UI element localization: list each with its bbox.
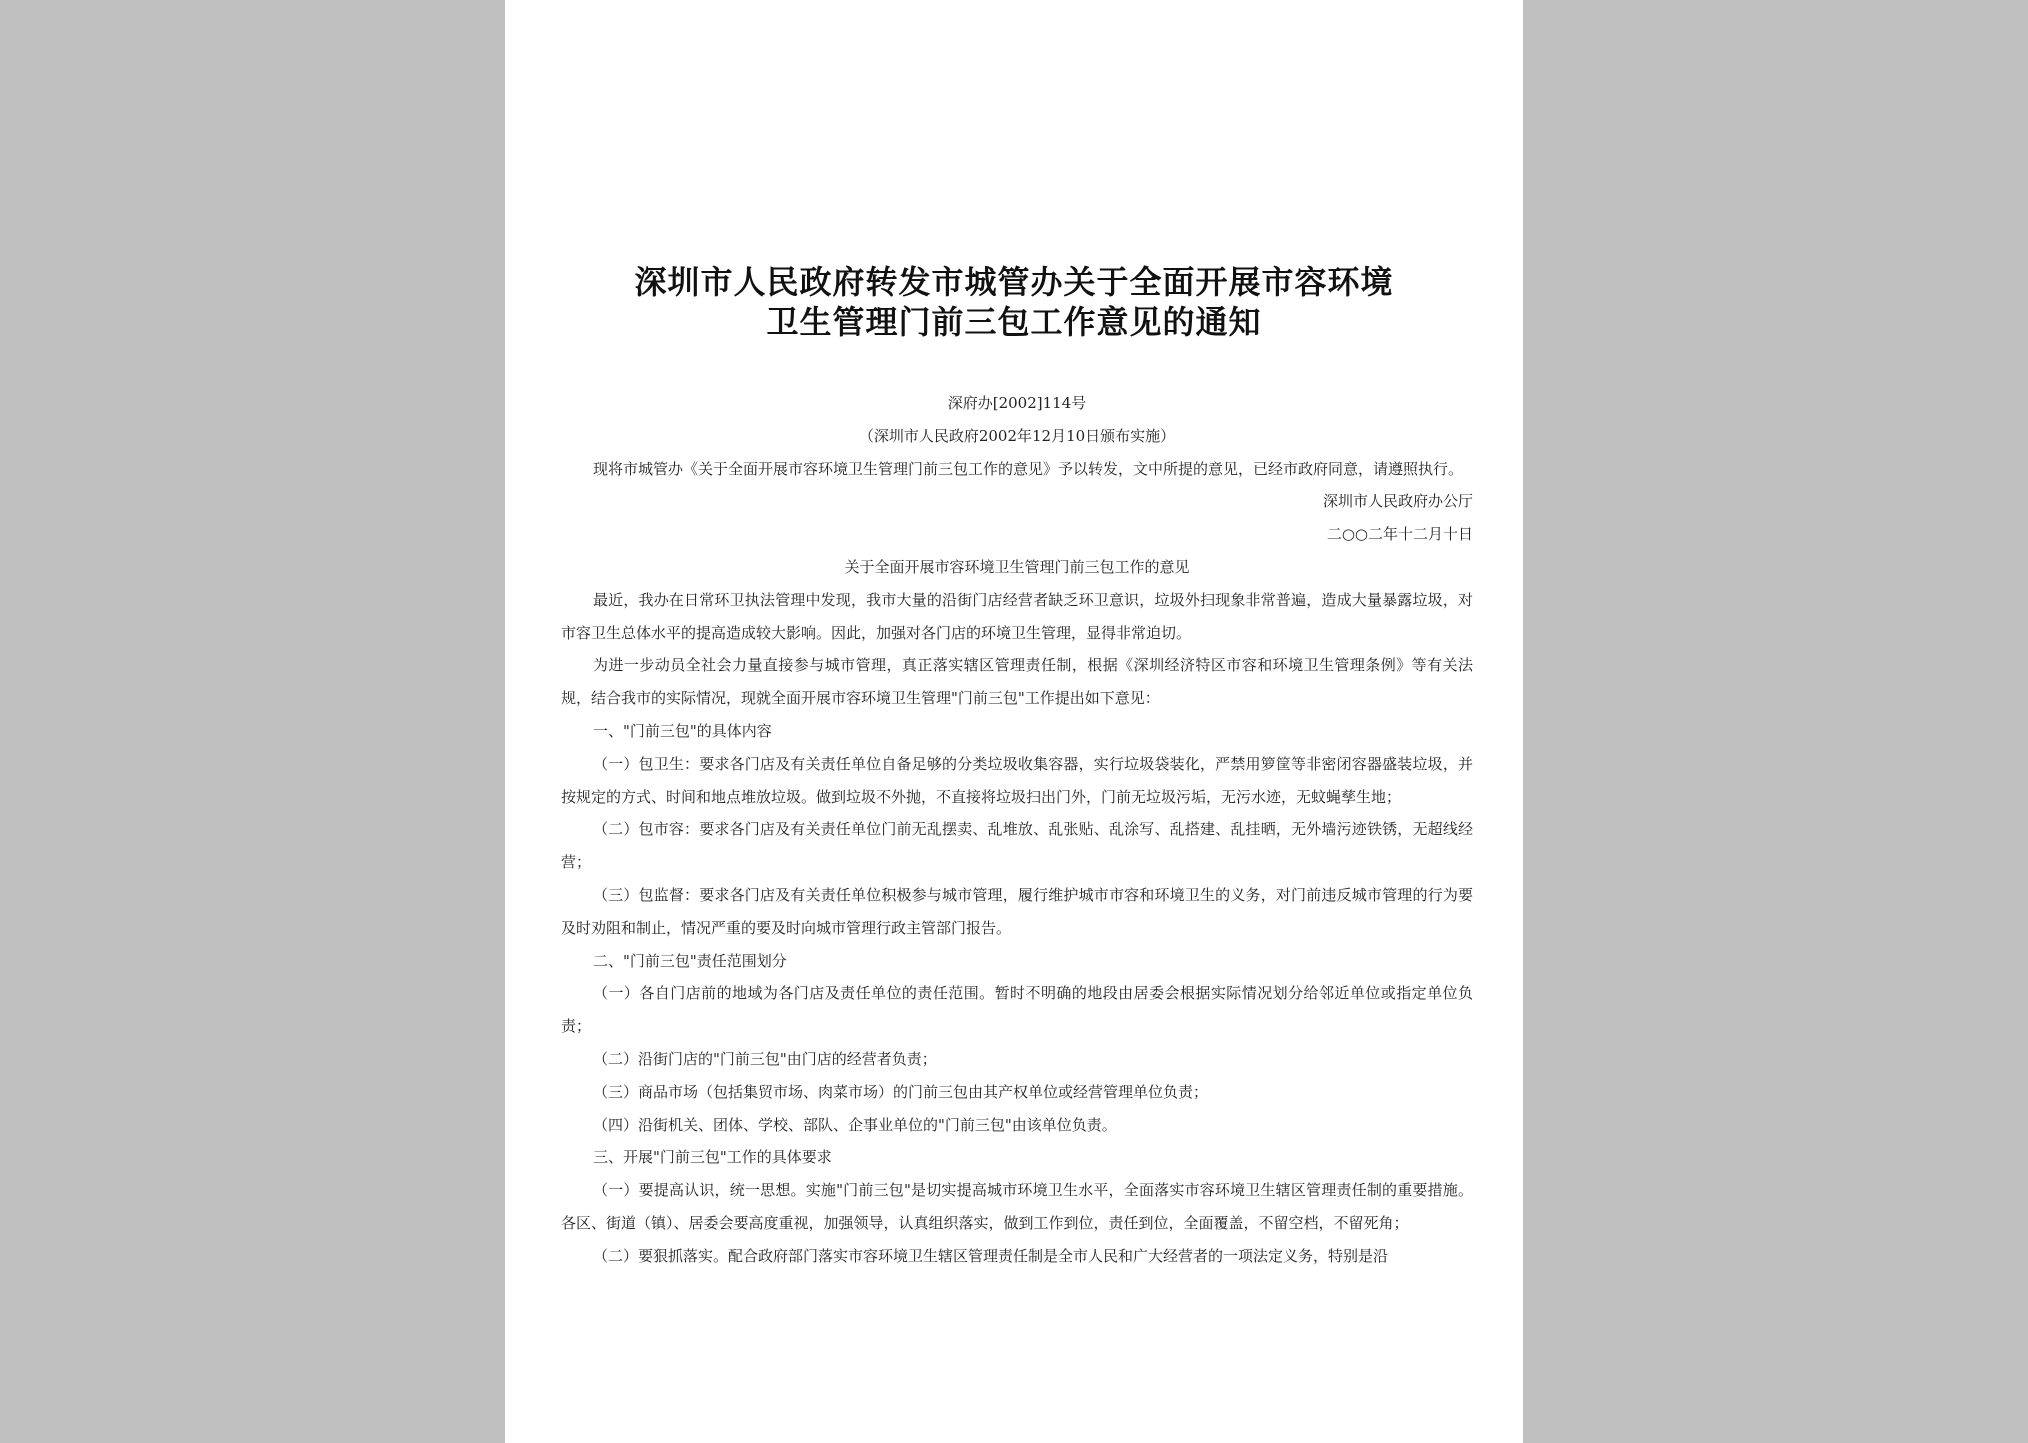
- paragraph: （二）沿街门店的"门前三包"由门店的经营者负责；: [593, 1049, 937, 1068]
- document-title: [505, 262, 1523, 342]
- section-heading: 二、"门前三包"责任范围划分: [593, 951, 787, 970]
- paragraph: （三）商品市场（包括集贸市场、肉菜市场）的门前三包由其产权单位或经营管理单位负责；: [593, 1082, 1209, 1101]
- intro-paragraph: 现将市城管办《关于全面开展市容环境卫生管理门前三包工作的意见》予以转发，文中所提的意见，已经市政府同意，请遵照执行。: [593, 459, 1464, 478]
- paragraph: （二）要狠抓落实。配合政府部门落实市容环境卫生辖区管理责任制是全市人民和广大经营者的一项法定义务，特别是沿: [593, 1246, 1389, 1265]
- paragraph: （三）包监督：要求各门店及有关责任单位积极参与城市管理，履行维护城市市容和环境卫生的义务，对门前违反城市管理的行为要及时劝阻和制止，情况严重的要及时向城市管理行政主管部门报告。: [561, 885, 1473, 937]
- issuer: 深圳市人民政府办公厅: [1322, 492, 1473, 511]
- doc-number: 深府办[2002]114号: [947, 394, 1087, 412]
- paragraph: （一）包卫生：要求各门店及有关责任单位自备足够的分类垃圾收集容器，实行垃圾袋装化，严禁用箩筐等非密闭容器盛装垃圾，并按规定的方式、时间和地点堆放垃圾。做到垃圾不外抛，不直接将垃圾扫出门外，门前无垃圾污垢，无污水迹，无蚊蝇孳生地；: [561, 754, 1473, 806]
- paragraph: （二）包市容：要求各门店及有关责任单位门前无乱摆卖、乱堆放、乱张贴、乱涂写、乱搭建、乱挂晒，无外墙污迹铁锈，无超线经营；: [561, 820, 1473, 872]
- section-heading: 一、"门前三包"的具体内容: [593, 721, 772, 740]
- title-line-2: 卫生管理门前三包工作意见的通知: [766, 303, 1262, 341]
- paragraph: （一）各自门店前的地域为各门店及责任单位的责任范围。暂时不明确的地段由居委会根据实际情况划分给邻近单位或指定单位负责；: [561, 984, 1473, 1036]
- paragraph: 为进一步动员全社会力量直接参与城市管理，真正落实辖区管理责任制，根据《深圳经济特区市容和环境卫生管理条例》等有关法规，结合我市的实际情况，现就全面开展市容环境卫生管理"门前三包"工作提出如下意见：: [561, 656, 1473, 708]
- opinion-title: 关于全面开展市容环境卫生管理门前三包工作的意见: [844, 557, 1190, 576]
- document-body: [561, 387, 1473, 1273]
- section-heading: 三、开展"门前三包"工作的具体要求: [593, 1148, 832, 1167]
- issue-date: 二○○二年十二月十日: [1326, 525, 1473, 544]
- document-page: [505, 0, 1523, 1443]
- paragraph: 最近，我办在日常环卫执法管理中发现，我市大量的沿街门店经营者缺乏环卫意识，垃圾外扫现象非常普遍，造成大量暴露垃圾，对市容卫生总体水平的提高造成较大影响。因此，加强对各门店的环境卫生管理，显得非常迫切。: [561, 590, 1473, 642]
- issue-note: （深圳市人民政府2002年12月10日颁布实施）: [858, 426, 1176, 445]
- paragraph: （四）沿街机关、团体、学校、部队、企事业单位的"门前三包"由该单位负责。: [593, 1115, 1117, 1134]
- title-line-1: 深圳市人民政府转发市城管办关于全面开展市容环境: [634, 263, 1394, 301]
- paragraph: （一）要提高认识，统一思想。实施"门前三包"是切实提高城市环境卫生水平，全面落实市容环境卫生辖区管理责任制的重要措施。各区、街道（镇）、居委会要高度重视，加强领导，认真组织落实，做到工作到位，责任到位，全面覆盖，不留空档，不留死角；: [561, 1181, 1473, 1232]
